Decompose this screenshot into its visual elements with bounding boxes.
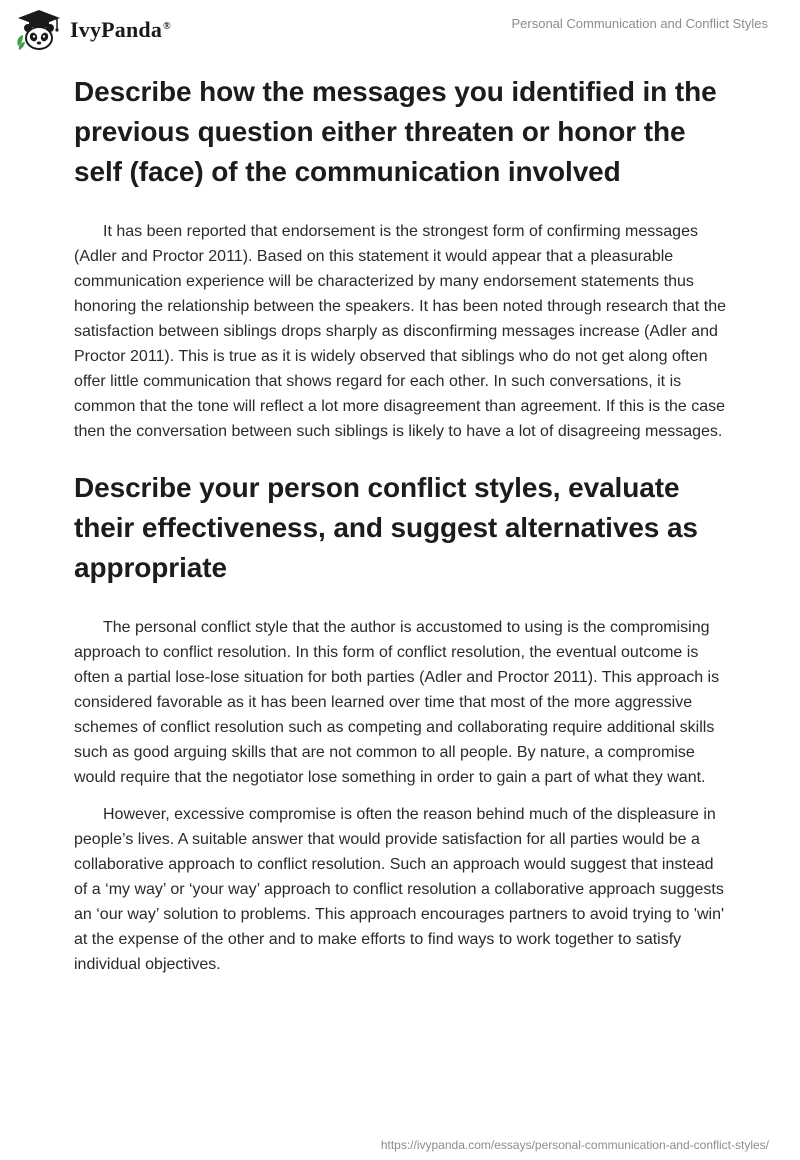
article-body [74,72,726,977]
source-url[interactable]: https://ivypanda.com/essays/personal-communication-and-conflict-styles/ [380,1138,769,1152]
page-header [0,0,800,60]
panda-graduation-cap-icon [14,8,64,52]
paragraph: The personal conflict style that the author is accustomed to using is the compromising approach to conflict resolution. In this form of conflict resolution, the eventual outcome is often a partial lose-lose situation for both parties (Adler and Proctor 2011). This approach is considered favorable as it has been learned over time that most of the more aggressive schemes of conflict resolution such as competing and collaborating require additional skills such as good arguing skills that are not common to all people. By nature, a compromise would require that the negotiator lose something in order to gain a part of what they want. [74,619,720,786]
ivypanda-logo[interactable] [14,8,171,52]
registered-mark: ® [163,20,171,32]
brand-name: IvyPanda® [70,17,171,42]
paragraph: It has been reported that endorsement is the strongest form of confirming messages (Adler and Proctor 2011). Based on this statement it would appear that a pleasurable communication experience will be characterized by many endorsement statements thus honoring the relationship between the speakers. It has been noted through research that the satisfaction between siblings drops sharply as disconfirming messages increase (Adler and Proctor 2011). This is true as it is widely observed that siblings who do not get along often offer little communication that shows regard for each other. In such conversations, it is common that the tone will reflect a lot more disagreement than agreement. If this is the case then the conversation between such siblings is likely to have a lot of disagreeing messages. [74,223,726,440]
section-heading: Describe your person conflict styles, evaluate their effectiveness, and suggest alternatives as appropriate [74,472,698,583]
paragraph: However, excessive compromise is often the reason behind much of the displeasure in people’s lives. A suitable answer that would provide satisfaction for all parties would be a collaborative approach to conflict resolution. Such an approach would suggest that instead of a ‘my way’ or ‘your way’ approach to conflict resolution a collaborative approach suggests an ‘our way’ solution to problems. This approach encourages partners to avoid trying to 'win' at the expense of the other and to make efforts to find ways to work together to satisfy individual objectives. [74,806,725,973]
section-heading: Describe how the messages you identified in the previous question either threaten or honor the self (face) of the communication involved [74,76,717,187]
document-title: Personal Communication and Conflict Styles [511,16,768,31]
